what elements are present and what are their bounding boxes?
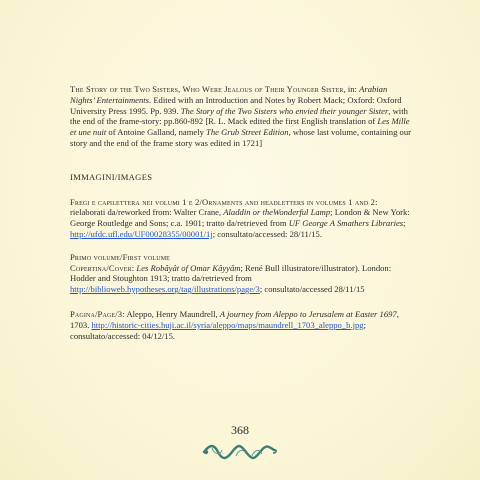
entry-text: , whose last volume, containing our story and the end of the frame story was edited in 1721]: [70, 127, 412, 148]
entry-ornaments: [70, 197, 412, 240]
entry-first-volume: [70, 252, 412, 295]
robayat-title: Les Robâyât of Omar Kâyyâm: [134, 262, 241, 273]
historic-cities-link[interactable]: http://historic-cities.huji.ac.il/syria/aleppo/maps/maundrell_1703_aleppo_b.jpg: [91, 319, 364, 330]
entry-title: The Story of the Two Sisters, Who Were Jealous of Their Younger Sister: [70, 84, 344, 94]
ufdc-link[interactable]: http://ufdc.ufl.edu/UF00028355/00001/1j: [70, 228, 213, 239]
entry-title: Pagina/Page/3:: [70, 308, 125, 319]
entry-text: : rielaborati da/reworked from: Walter Crane,: [70, 196, 378, 218]
entry-text: , 1703.: [70, 308, 399, 330]
section-heading: IMMAGINI/IMAGES: [70, 171, 153, 182]
entry-text: . Edited with an Introduction and Notes by Robert Mack; Oxford: Oxford University Press 1995. Pp. 939.: [70, 94, 402, 116]
entry-text: of Antoine Galland, namely: [106, 127, 207, 138]
entry-text: ; consultato/accessed: 04/12/15.: [70, 319, 366, 341]
aladdin-title: Aladdin or theWonderful Lamp: [223, 207, 331, 218]
journey-title: A journey from Aleppo to Jerusalem at Easter 1697: [219, 308, 397, 319]
story-title: The Story of the Two Sisters who envied their younger Sister: [180, 105, 389, 116]
entry-title: Primo volume/First volume: [70, 251, 170, 262]
bibliography-text: [70, 84, 412, 341]
biblioweb-link[interactable]: http://biblioweb.hypotheses.org/tag/illustrations/page/3: [70, 284, 260, 295]
entry-text: Aleppo, Henry Maundrell,: [124, 308, 220, 319]
entry-two-sisters: [70, 84, 412, 149]
serpent-ornament-icon: [202, 440, 278, 464]
entry-text: ; London & New York: George Routledge and Sons; c.a. 1901; tratto da/retrieved from: [70, 207, 410, 229]
grub-title: The Grub Street Edition: [206, 127, 289, 138]
entry-text: ;: [403, 218, 406, 229]
entry-text: ; consultato/accessed: 28/11/15.: [212, 228, 322, 239]
entry-page-3: [70, 309, 412, 341]
entry-text: , with the end of the frame-story: pp.860-892 [R. L. Mack edited the first English translation of: [70, 105, 408, 127]
entry-title: Fregi e capilettera nei volumi 1 e 2/Ornaments and headletters in volumes 1 and 2: [70, 196, 376, 207]
entry-text: , in:: [343, 84, 360, 94]
library-name: UF George A Smathers Libraries: [288, 218, 404, 229]
book-title: Arabian Nights’ Entertainments: [70, 84, 388, 105]
entry-text: ; consultato/accessed 28/11/15: [259, 284, 365, 295]
mille-title: Les Mille et une nuit: [70, 116, 410, 138]
entry-text: ; René Bull illustratore/illustrator). London: Hodder and Stoughton 1913; tratto da/retrieved from: [70, 262, 392, 284]
page-number: 368: [231, 423, 249, 437]
cover-label: Copertina/Cover:: [70, 262, 135, 273]
